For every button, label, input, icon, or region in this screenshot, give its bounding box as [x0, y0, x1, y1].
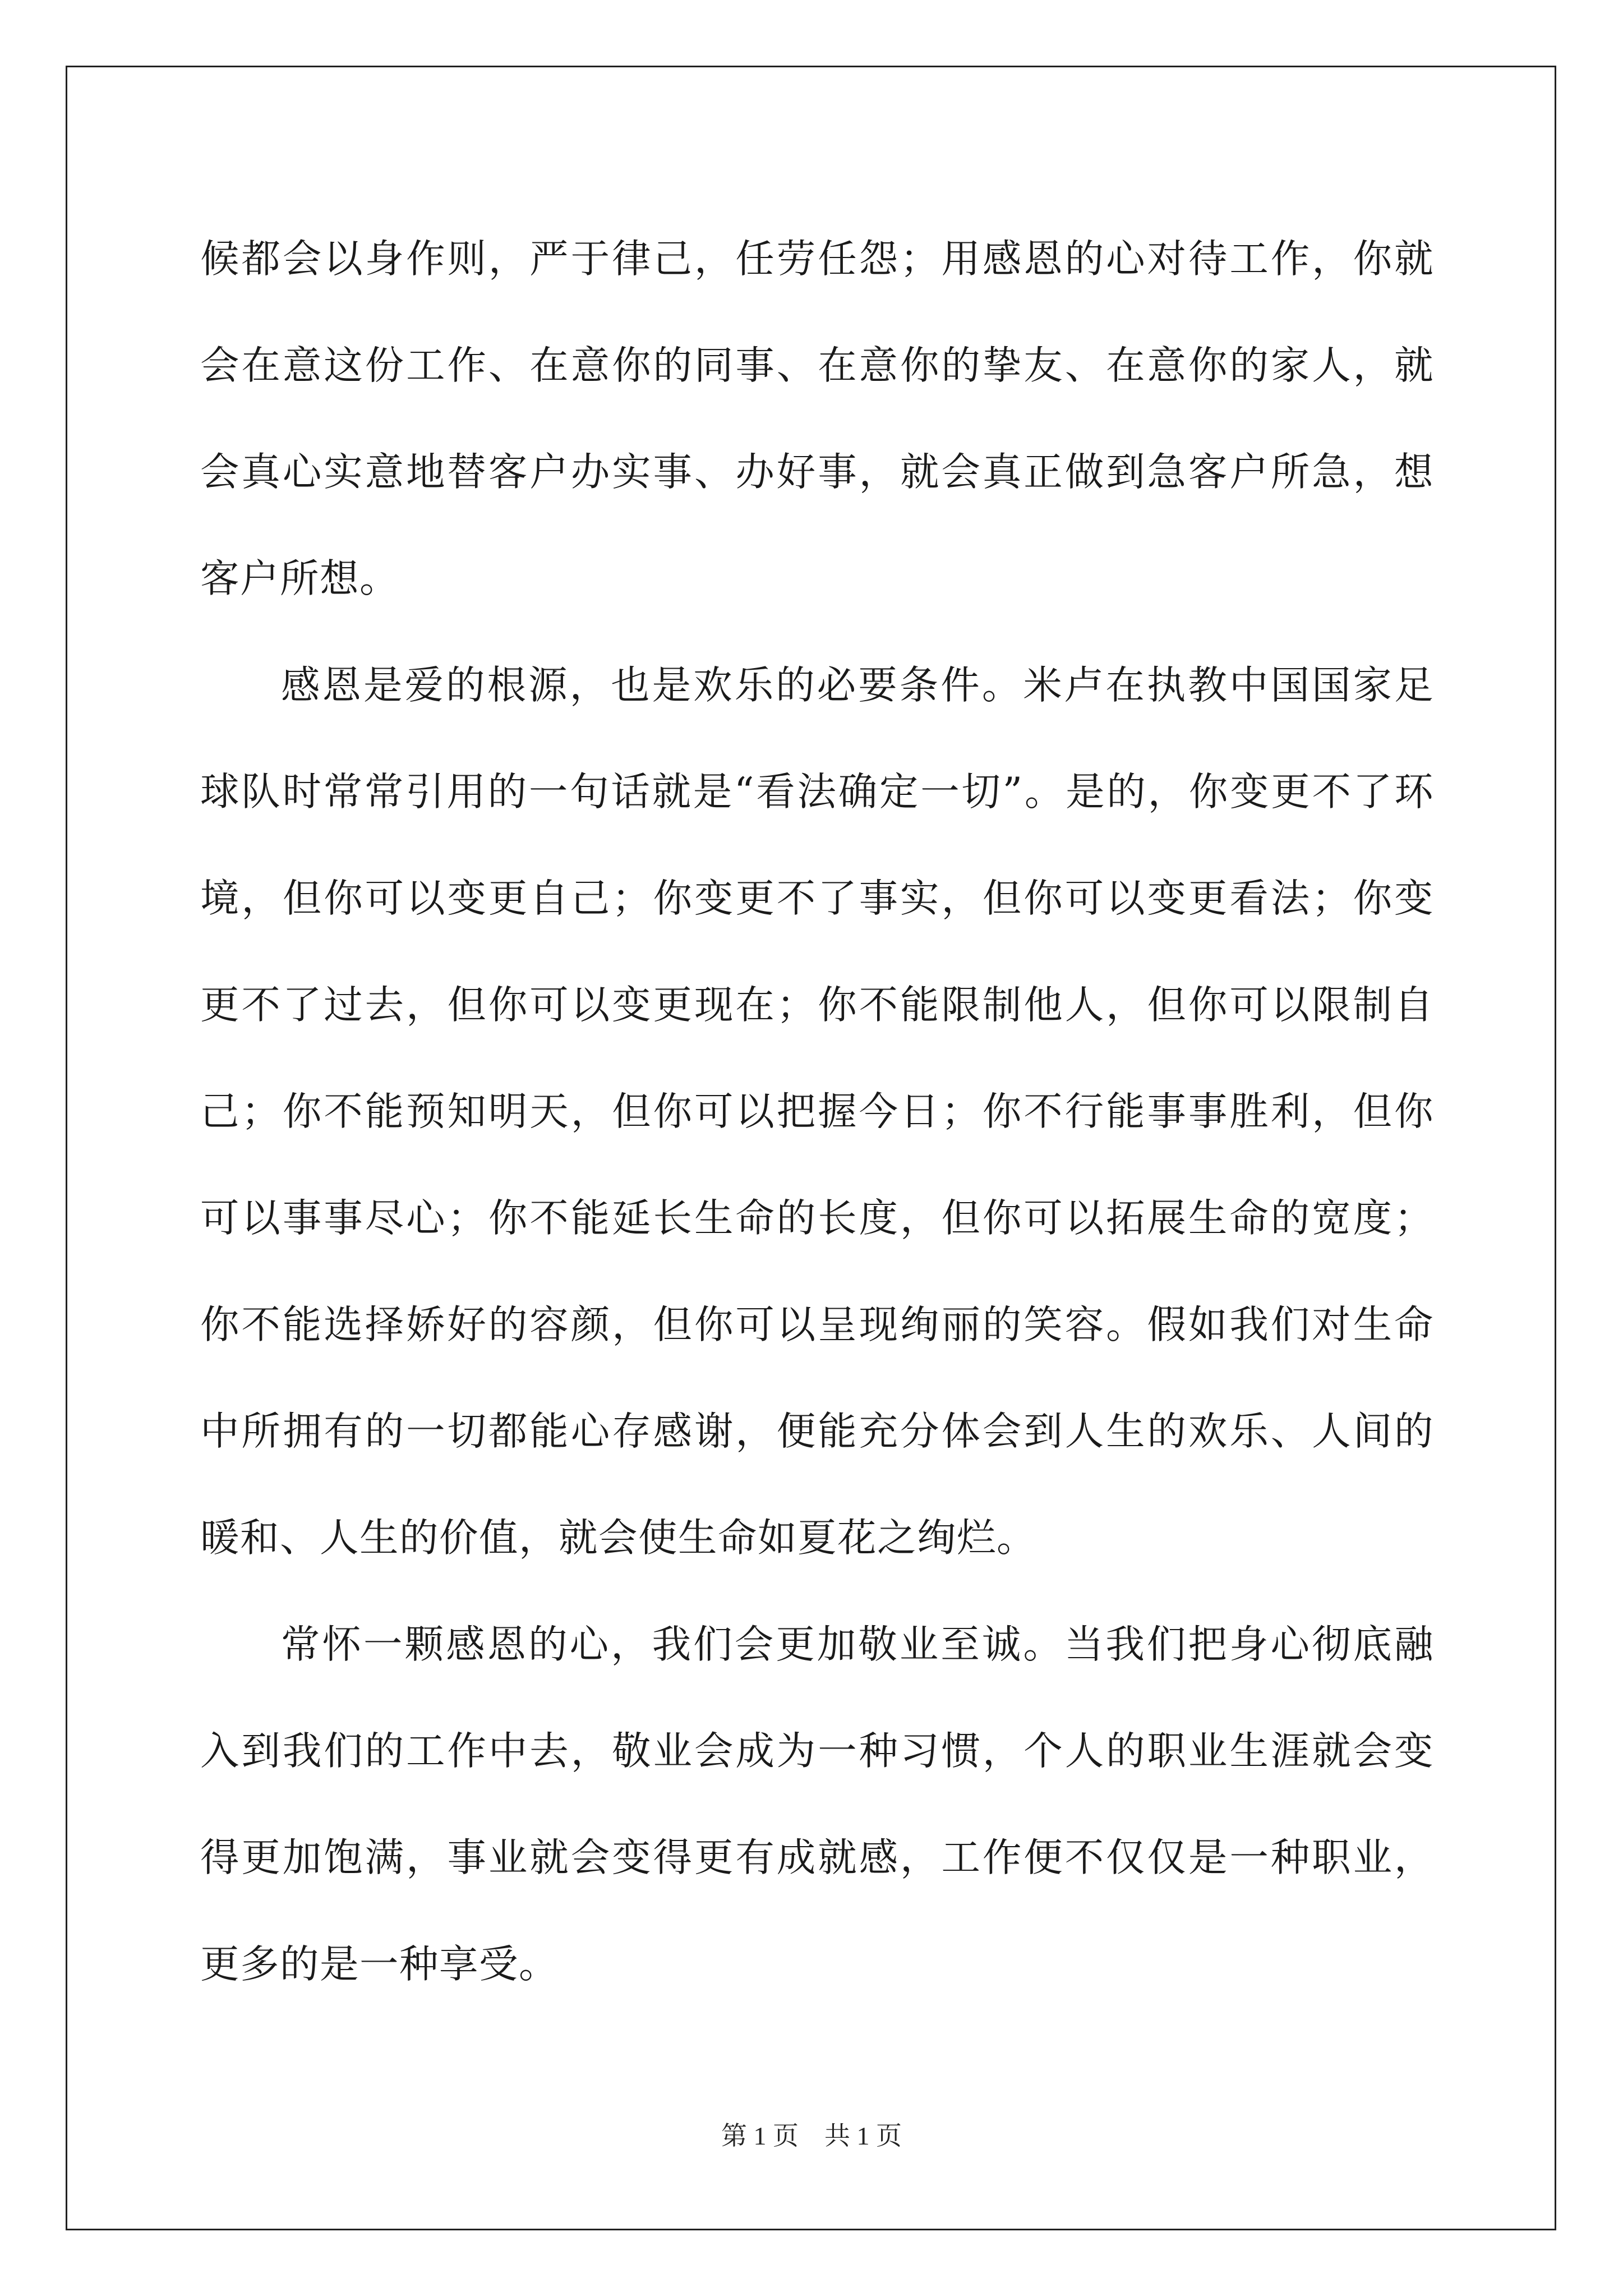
paragraph-continued: 候都会以身作则，严于律己，任劳任怨；用感恩的心对待工作，你就会在意这份工作、在意你的同事、在意你的挚友、在意你的家人，就会真心实意地替客户办实事、办好事，就会真正做到急客户所急，想客户所想。 [200, 236, 1434, 601]
paragraph-dedication: 常怀一颗感恩的心，我们会更加敬业至诚。当我们把身心彻底融入到我们的工作中去，敬业会成为一种习惯，个人的职业生涯就会变得更加饱满，事业就会变得更有成就感，工作便不仅仅是一种职业，更多的是一种享受。 [200, 1622, 1434, 1987]
document-body [200, 206, 1434, 2018]
paragraph-gratitude-love: 感恩是爱的根源，也是欢乐的必要条件。米卢在执教中国国家足球队时常常引用的一句话就是“看法确定一切”。是的，你变更不了环境，但你可以变更自己；你变更不了事实，但你可以变更看法；你变更不了过去，但你可以变更现在；你不能限制他人，但你可以限制自己；你不能预知明天，但你可以把握今日；你不行能事事胜利，但你可以事事尽心；你不能延长生命的长度，但你可以拓展生命的宽度；你不能选择娇好的容颜，但你可以呈现绚丽的笑容。假如我们对生命中所拥有的一切都能心存感谢，便能充分体会到人生的欢乐、人间的暖和、人生的价值，就会使生命如夏花之绚烂。 [200, 662, 1434, 1561]
page-number-footer: 第 1 页 共 1 页 [721, 2122, 902, 2150]
